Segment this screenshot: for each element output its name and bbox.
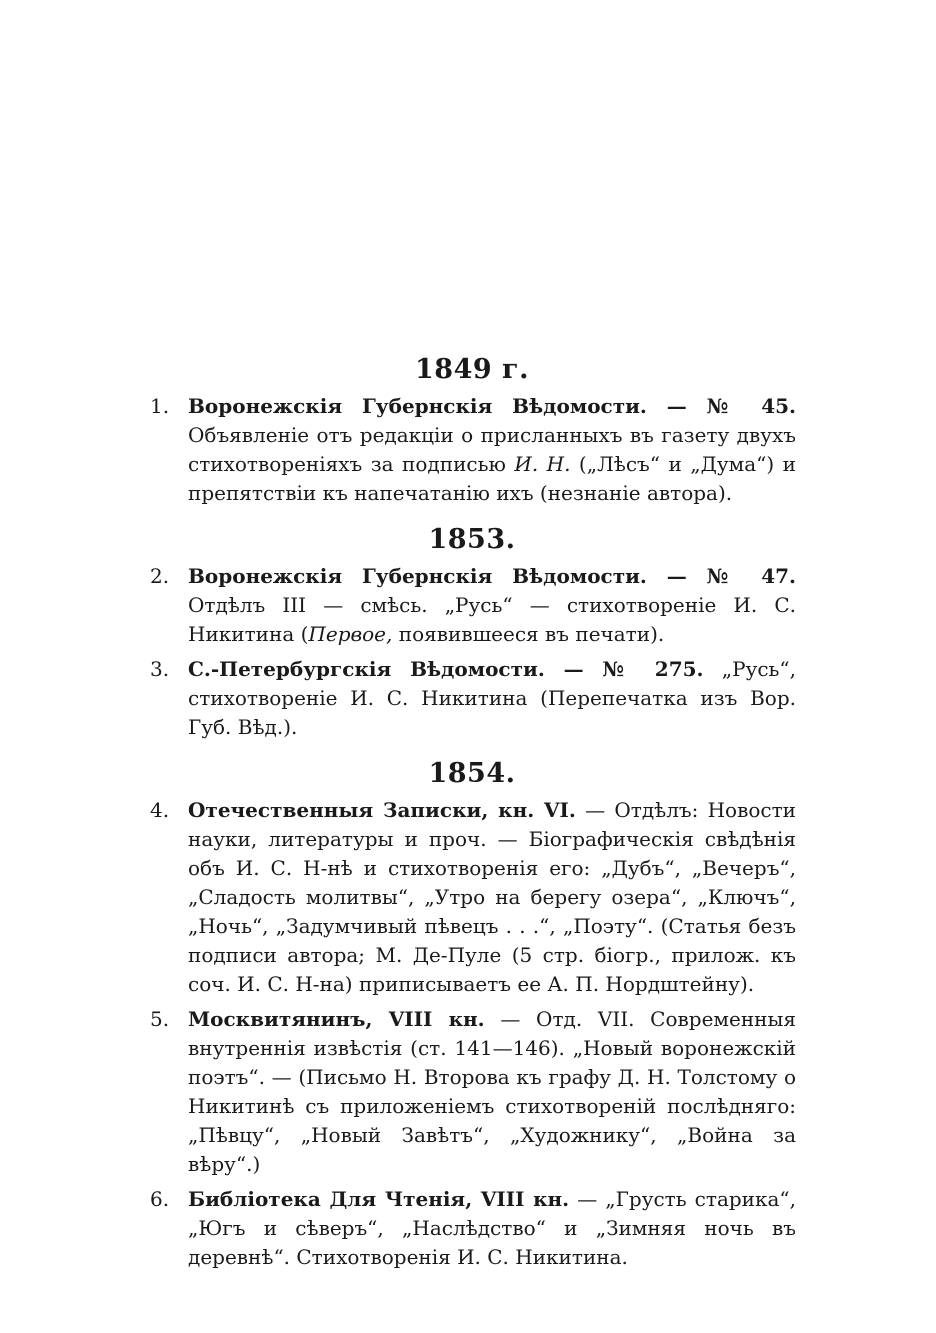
section-heading-1849: 1849 г.	[415, 354, 529, 385]
entry-number: 6.	[150, 1187, 170, 1211]
entry-1	[148, 392, 796, 508]
entry-number: 1.	[150, 394, 170, 418]
entry-number: 5.	[150, 1007, 170, 1031]
entry-title: Библіотека Для Чтенія, VIII кн.	[188, 1187, 570, 1211]
entry-text	[188, 1005, 796, 1179]
entry-text	[188, 655, 796, 742]
entry-description: — Отд. VII. Современныя внутреннія извѣстія (ст. 141—146). „Новый воронежскій поэтъ“. — (Письмо Н. Второва къ графу Д. Н. Толстому о Никитинѣ съ приложеніемъ стихотвореній послѣдняго: „Пѣвцу“, „Новый Завѣтъ“, „Художнику“, „Война за вѣру“.)	[188, 1007, 797, 1176]
entry-number: 3.	[150, 657, 170, 681]
entry-text	[188, 562, 796, 649]
entry-description: Объявленіе отъ редакціи о присланныхъ въ газету двухъ стихотвореніяхъ за подписью И. Н. („Лѣсъ“ и „Дума“) и препятствіи къ напечатанію ихъ (незнаніе автора).	[188, 423, 796, 505]
entry-title: Воронежскія Губернскія Вѣдомости. — № 45.	[188, 394, 796, 418]
entry-5	[148, 1005, 796, 1179]
entry-description: Отдѣлъ III — смѣсь. „Русь“ — стихотвореніе И. С. Никитина (Первое, появившееся въ печати).	[188, 593, 796, 646]
entry-text	[188, 796, 796, 999]
entry-2	[148, 562, 796, 649]
section-heading-1853: 1853.	[428, 524, 516, 555]
entry-title: Москвитянинъ, VIII кн.	[188, 1007, 485, 1031]
emphasis-first: Первое,	[308, 622, 393, 646]
entry-6	[148, 1185, 796, 1272]
entry-text	[188, 1185, 796, 1272]
section-heading-1854: 1854.	[428, 758, 516, 789]
entry-text	[188, 392, 796, 508]
entry-title: Отечественныя Записки, кн. VI.	[188, 798, 576, 822]
entry-description: „Русь“, стихотвореніе И. С. Никитина (Перепечатка изъ Вор. Губ. Вѣд.).	[188, 657, 797, 739]
author-initials: И. Н.	[514, 452, 571, 476]
entry-title: С.-Петербургскія Вѣдомости. — № 275.	[188, 657, 704, 681]
entry-4	[148, 796, 796, 999]
entry-3	[148, 655, 796, 742]
entry-number: 2.	[150, 564, 170, 588]
entry-number: 4.	[150, 798, 170, 822]
entry-description: — Отдѣлъ: Новости науки, литературы и проч. — Біографическія свѣдѣнія объ И. С. Н-нѣ и стихотворенія его: „Дубъ“, „Вечеръ“, „Сладость молитвы“, „Утро на берегу озера“, „Ключъ“, „Ночь“, „Задумчивый пѣвецъ . . .“, „Поэту“. (Статья безъ подписи автора; М. Де-Пуле (5 стр. біогр., прилож. къ соч. И. С. Н-на) приписываетъ ее А. П. Нордштейну).	[188, 798, 796, 996]
bibliography-page	[148, 352, 796, 1278]
entry-description: — „Грусть старика“, „Югъ и сѣверъ“, „Наслѣдство“ и „Зимняя ночь въ деревнѣ“. Стихотворенія И. С. Никитина.	[188, 1187, 797, 1269]
entry-title: Воронежскія Губернскія Вѣдомости. — № 47.	[188, 564, 796, 588]
